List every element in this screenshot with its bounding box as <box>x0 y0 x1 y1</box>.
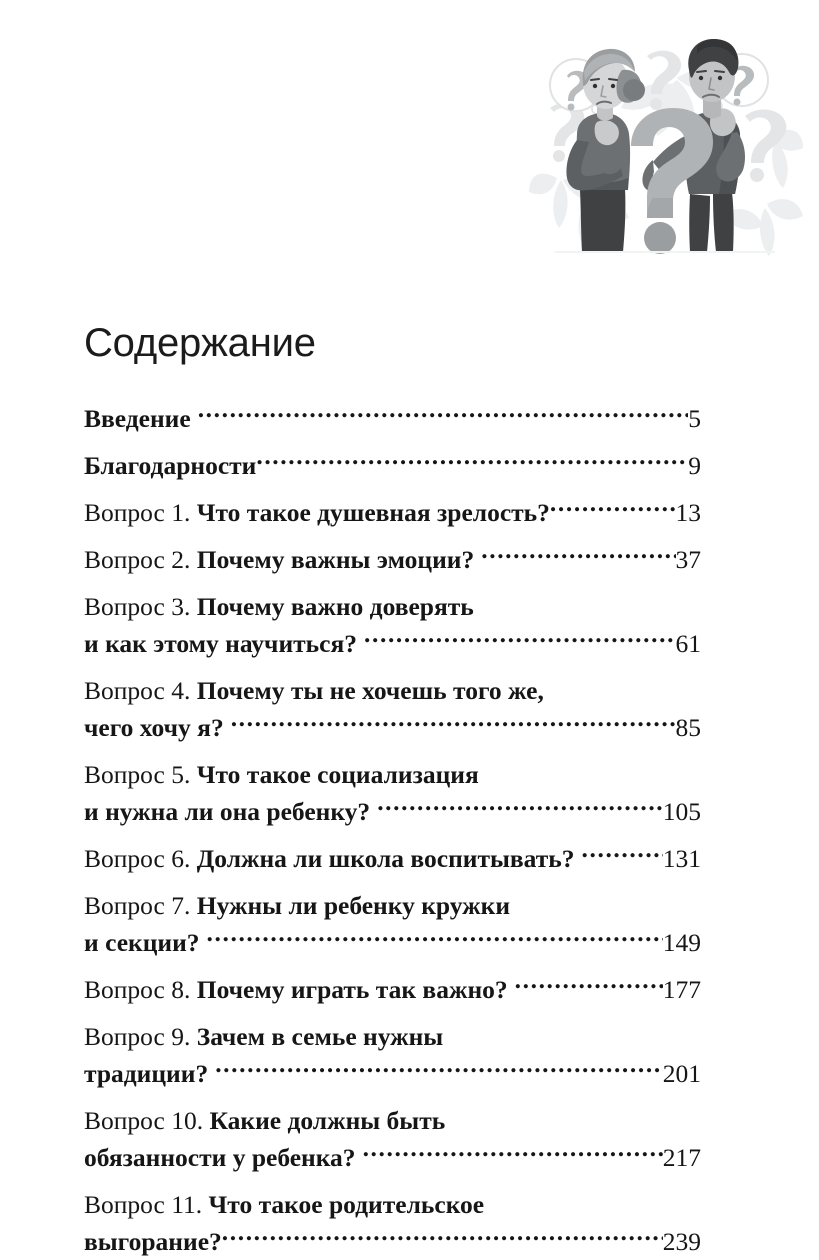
dot-leader <box>222 1225 663 1251</box>
toc-entry-text <box>84 1018 443 1055</box>
toc-entry[interactable] <box>84 1102 701 1176</box>
thinking-people-illustration <box>527 18 803 270</box>
toc-page-number: 105 <box>662 797 701 826</box>
toc-entry[interactable] <box>84 541 701 578</box>
dot-leader <box>544 674 701 700</box>
toc-page-number: 13 <box>675 498 701 527</box>
toc-entry[interactable] <box>84 887 701 961</box>
toc-page-number: 217 <box>662 1143 701 1172</box>
toc-entry-text <box>84 400 198 437</box>
toc-entry-text <box>84 709 231 746</box>
toc-entry-title: Почему важны эмоции? <box>196 545 475 574</box>
toc-page-number: 239 <box>662 1227 701 1256</box>
toc-entry-title: Какие должны быть <box>209 1106 446 1135</box>
toc-entry-text <box>84 971 515 1008</box>
toc-entry[interactable] <box>84 588 701 662</box>
toc-entry-number: Вопрос 9. <box>84 1022 197 1051</box>
dot-leader <box>479 758 701 784</box>
dot-leader <box>474 590 701 616</box>
toc-entry-text <box>84 887 510 924</box>
toc-entry-title: Зачем в семье нужны <box>196 1022 444 1051</box>
toc-entry-title: Должна ли школа воспитывать? <box>196 844 575 873</box>
toc-entry[interactable] <box>84 447 701 484</box>
dot-leader <box>515 973 663 999</box>
toc-entry-text <box>84 1139 363 1176</box>
toc-entry-line <box>84 1223 701 1260</box>
toc-entry-title: обязанности у ребенка? <box>84 1143 356 1172</box>
toc-entry-title: Что такое душевная зрелость? <box>196 498 550 527</box>
toc-entry-text <box>84 541 481 578</box>
toc-page-number: 177 <box>662 975 701 1004</box>
toc-page-number: 37 <box>675 545 701 574</box>
toc-entry-title: и нужна ли она ребенку? <box>84 797 371 826</box>
toc-entry-number: Вопрос 7. <box>84 891 197 920</box>
toc-entry-title: Нужны ли ребенку кружки <box>196 891 511 920</box>
toc-page-number: 149 <box>662 928 701 957</box>
toc-entry-line <box>84 971 701 1008</box>
toc-entry-line <box>84 1018 701 1055</box>
toc-entry[interactable] <box>84 756 701 830</box>
toc-entry[interactable] <box>84 1186 701 1260</box>
toc-page-number: 131 <box>662 844 701 873</box>
toc-entry-line <box>84 1186 701 1223</box>
dot-leader <box>364 627 675 653</box>
toc-entry[interactable] <box>84 1018 701 1092</box>
toc-entry-line <box>84 400 701 437</box>
toc-entry-title: чего хочу я? <box>84 713 224 742</box>
dot-leader <box>582 842 663 868</box>
toc-entry-text <box>84 793 377 830</box>
toc-entry[interactable] <box>84 840 701 877</box>
toc-entry-title: Благодарности <box>84 451 257 480</box>
toc-entry-text <box>84 756 479 793</box>
dot-leader <box>377 795 663 821</box>
toc-entry-text <box>84 494 550 531</box>
toc-entry-line <box>84 840 701 877</box>
toc-entry-text <box>84 588 474 625</box>
dot-leader <box>231 711 676 737</box>
table-of-contents <box>84 400 701 1260</box>
toc-entry-line <box>84 672 701 709</box>
toc-entry-line <box>84 1102 701 1139</box>
toc-entry[interactable] <box>84 672 701 746</box>
toc-entry-title: Почему ты не хочешь того же, <box>196 676 544 705</box>
toc-page-number: 9 <box>688 451 701 480</box>
toc-page-number: 201 <box>662 1059 701 1088</box>
toc-entry-line <box>84 709 701 746</box>
dot-leader <box>481 543 675 569</box>
toc-entry-line <box>84 494 701 531</box>
page-title: Содержание <box>84 320 316 365</box>
toc-entry-line <box>84 756 701 793</box>
toc-entry-number: Вопрос 3. <box>84 592 197 621</box>
toc-entry-text <box>84 625 364 662</box>
toc-entry-text <box>84 924 207 961</box>
dot-leader <box>256 449 688 475</box>
toc-entry-number: Вопрос 11. <box>84 1190 209 1219</box>
toc-entry-line <box>84 887 701 924</box>
toc-entry-line <box>84 793 701 830</box>
toc-entry-title: Введение <box>84 404 191 433</box>
toc-entry-title: Почему важно доверять <box>196 592 474 621</box>
toc-entry[interactable] <box>84 494 701 531</box>
toc-entry-title: и как этому научиться? <box>84 629 358 658</box>
toc-entry-number: Вопрос 5. <box>84 760 197 789</box>
toc-entry-number: Вопрос 8. <box>84 975 197 1004</box>
toc-entry-line <box>84 541 701 578</box>
toc-entry-line <box>84 924 701 961</box>
toc-entry-text <box>84 1223 222 1260</box>
toc-entry-text <box>84 840 582 877</box>
toc-entry-line <box>84 1139 701 1176</box>
toc-entry-number: Вопрос 6. <box>84 844 197 873</box>
toc-entry-number: Вопрос 10. <box>84 1106 210 1135</box>
toc-entry-title: Что такое родительское <box>208 1190 485 1219</box>
toc-entry-title: традиции? <box>84 1059 209 1088</box>
dot-leader <box>510 889 701 915</box>
dot-leader <box>443 1020 701 1046</box>
toc-page-number: 85 <box>675 713 701 742</box>
dot-leader <box>484 1188 701 1214</box>
toc-entry-text <box>84 1102 445 1139</box>
toc-entry-number: Вопрос 2. <box>84 545 197 574</box>
dot-leader <box>207 926 663 952</box>
dot-leader <box>215 1057 663 1083</box>
dot-leader <box>550 496 676 522</box>
toc-entry-text <box>84 1055 215 1092</box>
toc-entry-title: выгорание? <box>84 1227 222 1256</box>
toc-entry-text <box>84 447 256 484</box>
toc-page-number: 61 <box>675 629 701 658</box>
toc-entry-title: Почему играть так важно? <box>196 975 508 1004</box>
toc-entry[interactable] <box>84 400 701 437</box>
toc-entry-line <box>84 588 701 625</box>
toc-entry-text <box>84 1186 484 1223</box>
dot-leader <box>198 402 689 428</box>
toc-entry[interactable] <box>84 971 701 1008</box>
toc-entry-line <box>84 1055 701 1092</box>
dot-leader <box>363 1141 663 1167</box>
toc-page-number: 5 <box>688 404 701 433</box>
toc-entry-line <box>84 447 701 484</box>
toc-entry-title: и секции? <box>84 928 200 957</box>
toc-entry-number: Вопрос 1. <box>84 498 197 527</box>
toc-entry-line <box>84 625 701 662</box>
toc-entry-number: Вопрос 4. <box>84 676 197 705</box>
toc-entry-title: Что такое социализация <box>196 760 479 789</box>
toc-entry-text <box>84 672 544 709</box>
dot-leader <box>445 1104 701 1130</box>
